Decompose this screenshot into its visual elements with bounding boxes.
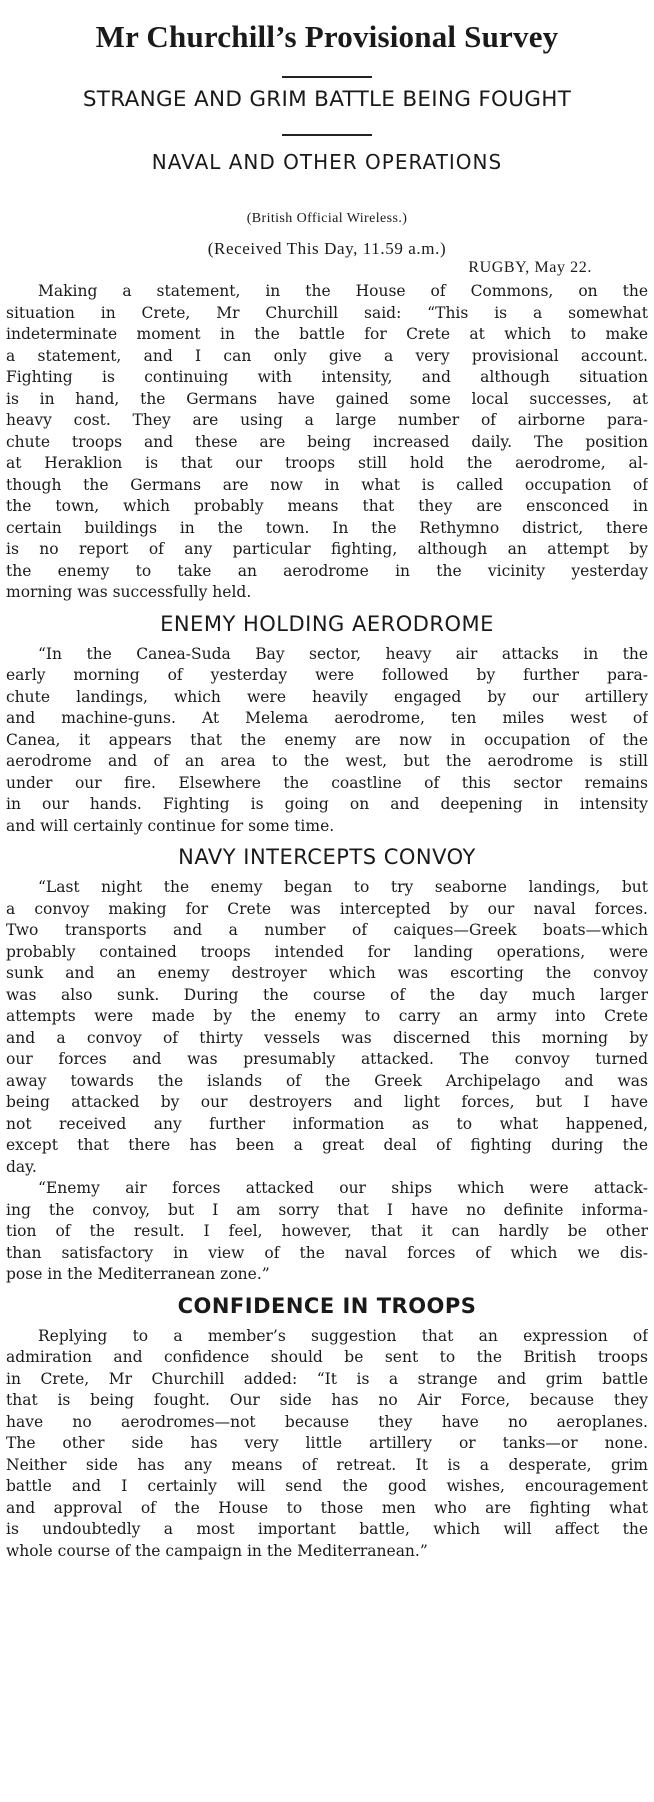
text-line: our forces and was presumably attacked. The convoy turned <box>6 1050 648 1068</box>
text-line: and a convoy of thirty vessels was discerned this morning by <box>6 1028 648 1047</box>
text-line: sunk and an enemy destroyer which was escorting the convoy <box>6 964 648 982</box>
text-line: than satisfactory in view of the naval forces of which we dis- <box>6 1243 648 1262</box>
text-line: “Last night the enemy began to try seaborne landings, but <box>38 878 648 896</box>
paragraph-opening-statement <box>6 281 648 604</box>
text-line: the town, which probably means that they are ensconced in <box>6 497 648 515</box>
text-line: tion of the result. I feel, however, that it can hardly be other <box>6 1222 648 1240</box>
text-line: Replying to a member’s suggestion that an expression of <box>38 1326 648 1345</box>
text-line: was also sunk. During the course of the day much larger <box>6 985 648 1004</box>
text-line: chute landings, which were heavily engaged by our artillery <box>6 687 648 706</box>
text-line: is undoubtedly a most important battle, which will affect the <box>6 1520 648 1538</box>
text-line: heavy cost. They are using a large number of airborne para- <box>6 411 648 429</box>
text-line: under our fire. Elsewhere the coastline of this sector remains <box>6 773 648 792</box>
text-line: the enemy to take an aerodrome in the vicinity yesterday <box>6 561 648 580</box>
article-source: (British Official Wireless.) <box>246 211 408 226</box>
section-heading-navy-convoy: NAVY INTERCEPTS CONVOY <box>178 845 476 869</box>
text-line: is no report of any particular fighting, although an attempt by <box>6 540 648 558</box>
text-line: being attacked by our destroyers and light forces, but I have <box>6 1093 648 1111</box>
text-line: early morning of yesterday were followed by further para- <box>6 666 648 684</box>
article-dateline: RUGBY, May 22. <box>468 259 592 276</box>
text-line: attempts were made by the enemy to carry an army into Crete <box>6 1007 648 1025</box>
text-line: Making a statement, in the House of Commons, on the <box>38 282 648 300</box>
text-line: ing the convoy, but I am sorry that I have no definite informa- <box>6 1200 648 1219</box>
paragraph-seaborne-landings <box>6 877 648 1178</box>
received-notice: (Received This Day, 11.59 a.m.) <box>207 239 447 258</box>
text-line: is in hand, the Germans have gained some local successes, at <box>6 389 648 408</box>
text-line: The other side has very little artillery or tanks—or none. <box>6 1434 648 1452</box>
text-line: Two transports and a number of caiques—Greek boats—which <box>6 921 648 939</box>
text-line: Fighting is continuing with intensity, and although situation <box>6 368 648 386</box>
section-heading-enemy-aerodrome: ENEMY HOLDING AERODROME <box>160 611 494 636</box>
text-line: certain buildings in the town. In the Rethymno district, there <box>6 518 648 537</box>
text-line: admiration and confidence should be sent to the British troops <box>6 1348 648 1366</box>
subtitle-divider <box>282 134 372 136</box>
text-line: Canea, it appears that the enemy are now in occupation of the <box>6 730 648 749</box>
text-line: except that there has been a great deal of fighting during the <box>6 1136 648 1154</box>
paragraph-canea-suda-bay <box>6 644 648 838</box>
text-line: at Heraklion is that our troops still hold the aerodrome, al- <box>6 454 648 472</box>
text-line: aerodrome and of an area to the west, but the aerodrome is still <box>6 752 648 770</box>
text-line: chute troops and these are being increased daily. The position <box>6 432 648 451</box>
text-line: a statement, and I can only give a very provisional account. <box>6 346 648 365</box>
text-line: in our hands. Fighting is going on and deepening in intensity <box>6 795 648 813</box>
text-line: situation in Crete, Mr Churchill said: “This is a somewhat <box>6 303 648 322</box>
text-line: and approval of the House to those men who are fighting what <box>6 1498 648 1517</box>
text-line: battle and I certainly will send the good wishes, encouragement <box>6 1477 648 1495</box>
text-line: pose in the Mediterranean zone.” <box>6 1265 270 1283</box>
text-line: morning was successfully held. <box>6 583 252 601</box>
article-subtitle-secondary: NAVAL AND OTHER OPERATIONS <box>151 150 503 174</box>
text-line: though the Germans are now in what is called occupation of <box>6 475 648 494</box>
text-line: day. <box>6 1157 37 1176</box>
text-line: Neither side has any means of retreat. It is a desperate, grim <box>6 1455 648 1474</box>
text-line: probably contained troops intended for landing operations, were <box>6 942 648 961</box>
text-line: away towards the islands of the Greek Archipelago and was <box>6 1071 648 1090</box>
text-line: indeterminate moment in the battle for Crete at which to make <box>6 325 648 343</box>
text-line: and machine-guns. At Melema aerodrome, ten miles west of <box>6 709 648 727</box>
text-line: not received any further information as to what happened, <box>6 1114 648 1133</box>
text-line: “Enemy air forces attacked our ships which were attack- <box>38 1179 648 1197</box>
paragraph-enemy-air-forces <box>6 1178 648 1286</box>
section-heading-confidence-troops: CONFIDENCE IN TROOPS <box>177 1293 477 1318</box>
text-line: and will certainly continue for some time. <box>6 816 335 835</box>
text-line: a convoy making for Crete was intercepted by our naval forces. <box>6 899 648 918</box>
title-divider <box>282 76 372 78</box>
paragraph-strange-grim-battle <box>6 1326 648 1563</box>
text-line: whole course of the campaign in the Mediterranean.” <box>6 1541 428 1560</box>
article-subtitle-primary: STRANGE AND GRIM BATTLE BEING FOUGHT <box>82 87 572 112</box>
text-line: have no aerodromes—not because they have no aeroplanes. <box>6 1412 648 1431</box>
newspaper-clipping <box>0 18 654 1802</box>
text-line: that is being fought. Our side has no Air Force, because they <box>6 1391 648 1409</box>
text-line: in Crete, Mr Churchill added: “It is a strange and grim battle <box>6 1369 648 1388</box>
text-line: “In the Canea-Suda Bay sector, heavy air attacks in the <box>38 644 648 663</box>
article-title: Mr Churchill’s Provisional Survey <box>95 19 559 54</box>
